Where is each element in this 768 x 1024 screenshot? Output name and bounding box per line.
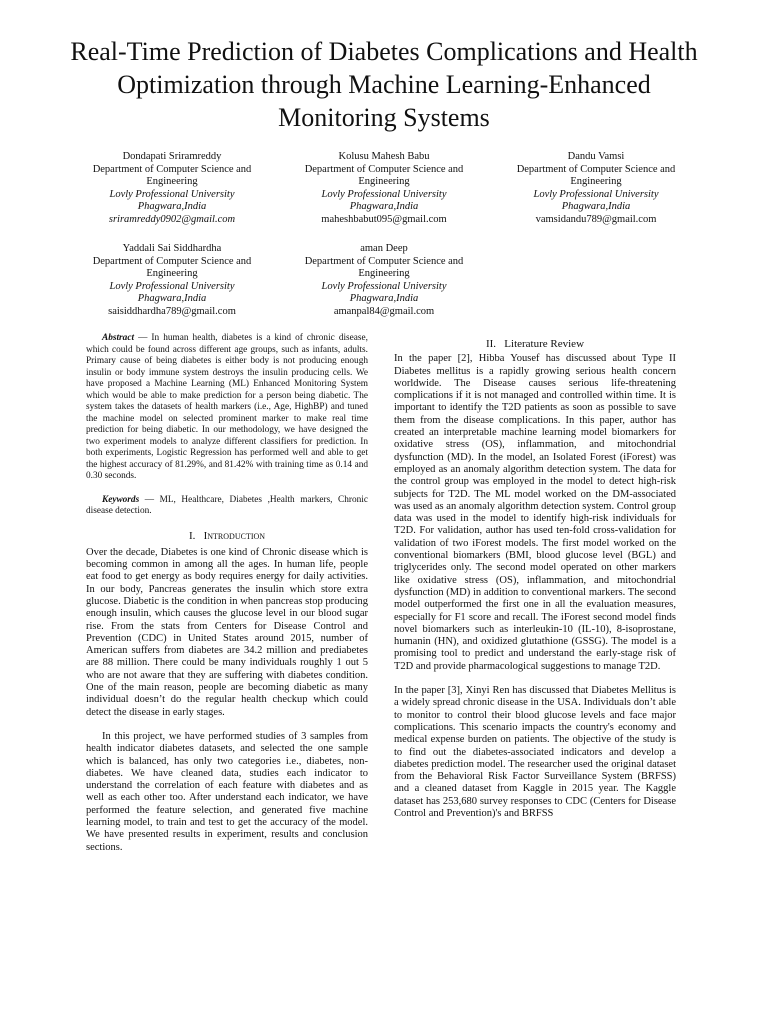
author-university: Lovly Professional University [321,280,447,292]
author-department: Department of Computer Science and Engineering [516,163,676,188]
intro-paragraph: Over the decade, Diabetes is one kind of Chronic disease which is becoming common in among all the ages. In human life, people eat food to get energy as body requires energy for daily activities. In our body, Pancreas generates the insulin which store extra glucose. Diabetic is the condition in when pancreas stop producing enough insulin, which causes the glucose level in our blood sugar rise. From the stats from Centers for Disease Control and Prevention (CDC) in United States around 2015, number of American suffers from diabetes are 34.2 million and prediabetes are 88 million. There could be many individuals roughly 1 out 5 who are not aware that they are suffering with diabetes condition. One of the main reason, people are becoming diabetic as many individual doesn’t do the regular health checkup which could detect the disease in early stages. [86,546,368,718]
author-university: Lovly Professional University [109,280,235,292]
paper-title: Real-Time Prediction of Diabetes Complications and Health Optimization through Machine Learning-Enhanced Monitoring Systems [70,37,698,132]
keywords-label: Keywords [102,494,140,505]
author-name: Dondapati Sriramreddy [122,151,222,162]
author-department: Department of Computer Science and Engineering [304,163,464,188]
author-city: Phagwara,India [561,201,631,213]
author-email: sriramreddy0902@gmail.com [108,213,236,225]
author-city: Phagwara,India [349,293,419,305]
author-university: Lovly Professional University [533,188,659,200]
abstract [86,333,368,483]
right-column [394,338,676,820]
literature-paragraph: In the paper [2], Hibba Yousef has discussed about Type II Diabetes mellitus is a rapidly growing serious health concern worldwide. The Disease causes serious life-threatening complications if it is not managed and controlled within time. It is important to identify the T2D patients as soon as possible to save them from the disease complications. In this paper, author has created an interpretable machine learning model biomarkers for oxidative stress (OS), inflammation, and mitochondrial dysfunction (MD). In the model, an Isolated Forest (iForest) was employed as an anomaly algorithm detection system. The data for the control group was employed in the model to detect high-risk subjects for T2D. The ML model worked on the DM-associated was used as an anomaly algorithm detection system. Control group data was used in the model to identify high-risk individuals for T2D. For validation, author has used ten-fold cross-validation for validation of two iForest models. The first model worked on the conventional biomarkers (BMI, blood glucose level (BGL) and triglycerides only. The second model operated on other markers like oxidative stress (OS), inflammation, and mitochondrial dysfunction (MD) in addition to conventional markers. The second model outperformed the first one in all the evaluation measures, especially for F1 score and recall. The iForest second model finds novel biomarkers such as interleukin-10 (IL-10), 8-isoprostane, humanin (HN), and oxidized glutathione (GSSG). The model is a promising tool to predict and understand the early-stage risk of T2D and provide pharmacological suggestions to manage T2D. [394,353,676,672]
author-block [496,151,696,227]
author-department: Department of Computer Science and Engineering [92,163,252,188]
author-email: amanpal84@gmail.com [333,305,435,317]
author-name: aman Deep [360,243,408,254]
author-email: maheshbabut095@gmail.com [321,213,447,225]
author-university: Lovly Professional University [109,188,235,200]
author-block [72,243,272,319]
abstract-label: Abstract [102,333,135,343]
author-block [284,151,484,227]
author-name: Yaddali Sai Siddhardha [122,243,222,254]
section-number: I. [188,529,196,542]
keywords [86,495,368,518]
intro-paragraph: In this project, we have performed studies of 3 samples from health indicator diabetes datasets, and selected the one sample which is balanced, has only two categories i.e., diabetes, non-diabetes. We have cleaned data, studies each indicator to understand the correlation of each feature with diabetes and as well as each other too. After understand each indicator, we have performed the feature selection, and generated five machine learning model, to train and test to get the accuracy of the model. We have presented results in experiment, results and conclusion sections. [86,730,368,853]
author-block [284,243,484,319]
literature-paragraph: In the paper [3], Xinyi Ren has discussed that Diabetes Mellitus is a widely spread chronic disease in the USA. Individuals don’t able to monitor to control their blood glucose levels and face major complications. This scenario impacts the country's economy and medical expense burden on patients. The objective of the study is to find out the diabetes-associated indicators and develop a diabetes prediction model. The researcher used the original dataset from the Behavioral Risk Factor Surveillance System (BRFSS) and a cleaned dataset from Kaggle in 2015 year. The Kaggle dataset has 253,680 survey responses to CDC (Centers for Disease Control and Prevention)'s and BRFSS [394,685,676,819]
author-email: vamsidandu789@gmail.com [535,213,657,225]
section-title: Introduction [203,529,266,542]
author-city: Phagwara,India [137,201,207,213]
section-heading-introduction [86,530,368,542]
left-column [86,333,368,854]
keywords-text: — ML, Healthcare, Diabetes ,Health markers, Chronic disease detection. [86,494,368,516]
author-name: Dandu Vamsi [567,151,625,162]
section-heading-literature-review [394,338,676,350]
author-department: Department of Computer Science and Engineering [304,255,464,280]
author-block [72,151,272,227]
author-city: Phagwara,India [137,293,207,305]
section-number: II. [485,338,497,350]
author-email: saisiddhardha789@gmail.com [108,305,236,317]
author-university: Lovly Professional University [321,188,447,200]
section-title: Literature Review [504,338,585,350]
abstract-text: — In human health, diabetes is a kind of chronic disease, which could be found across different age groups, such as infants, adults. Primary cause of being diabetes is either body is not producing enough insulin or body immune system destroys the insulin producing cells. We have proposed a Machine Learning (ML) Enhanced Monitoring System which would be able to make prediction for a person being diabetic. The system takes the datasets of health markers (i.e., Age, HighBP) and tuned the machine model on selected prominent marker to make real time prediction for being diabetic. In our methodology, we have designed the two experiment models to analyze different classifiers for prediction. In both experiments, Logistic Regression has performed well and able to get the highest accuracy of 81.29%, and 81.42% with training time as 0.14 and 0.30 seconds. [86,333,368,481]
author-department: Department of Computer Science and Engineering [92,255,252,280]
author-name: Kolusu Mahesh Babu [338,151,430,162]
author-city: Phagwara,India [349,201,419,213]
